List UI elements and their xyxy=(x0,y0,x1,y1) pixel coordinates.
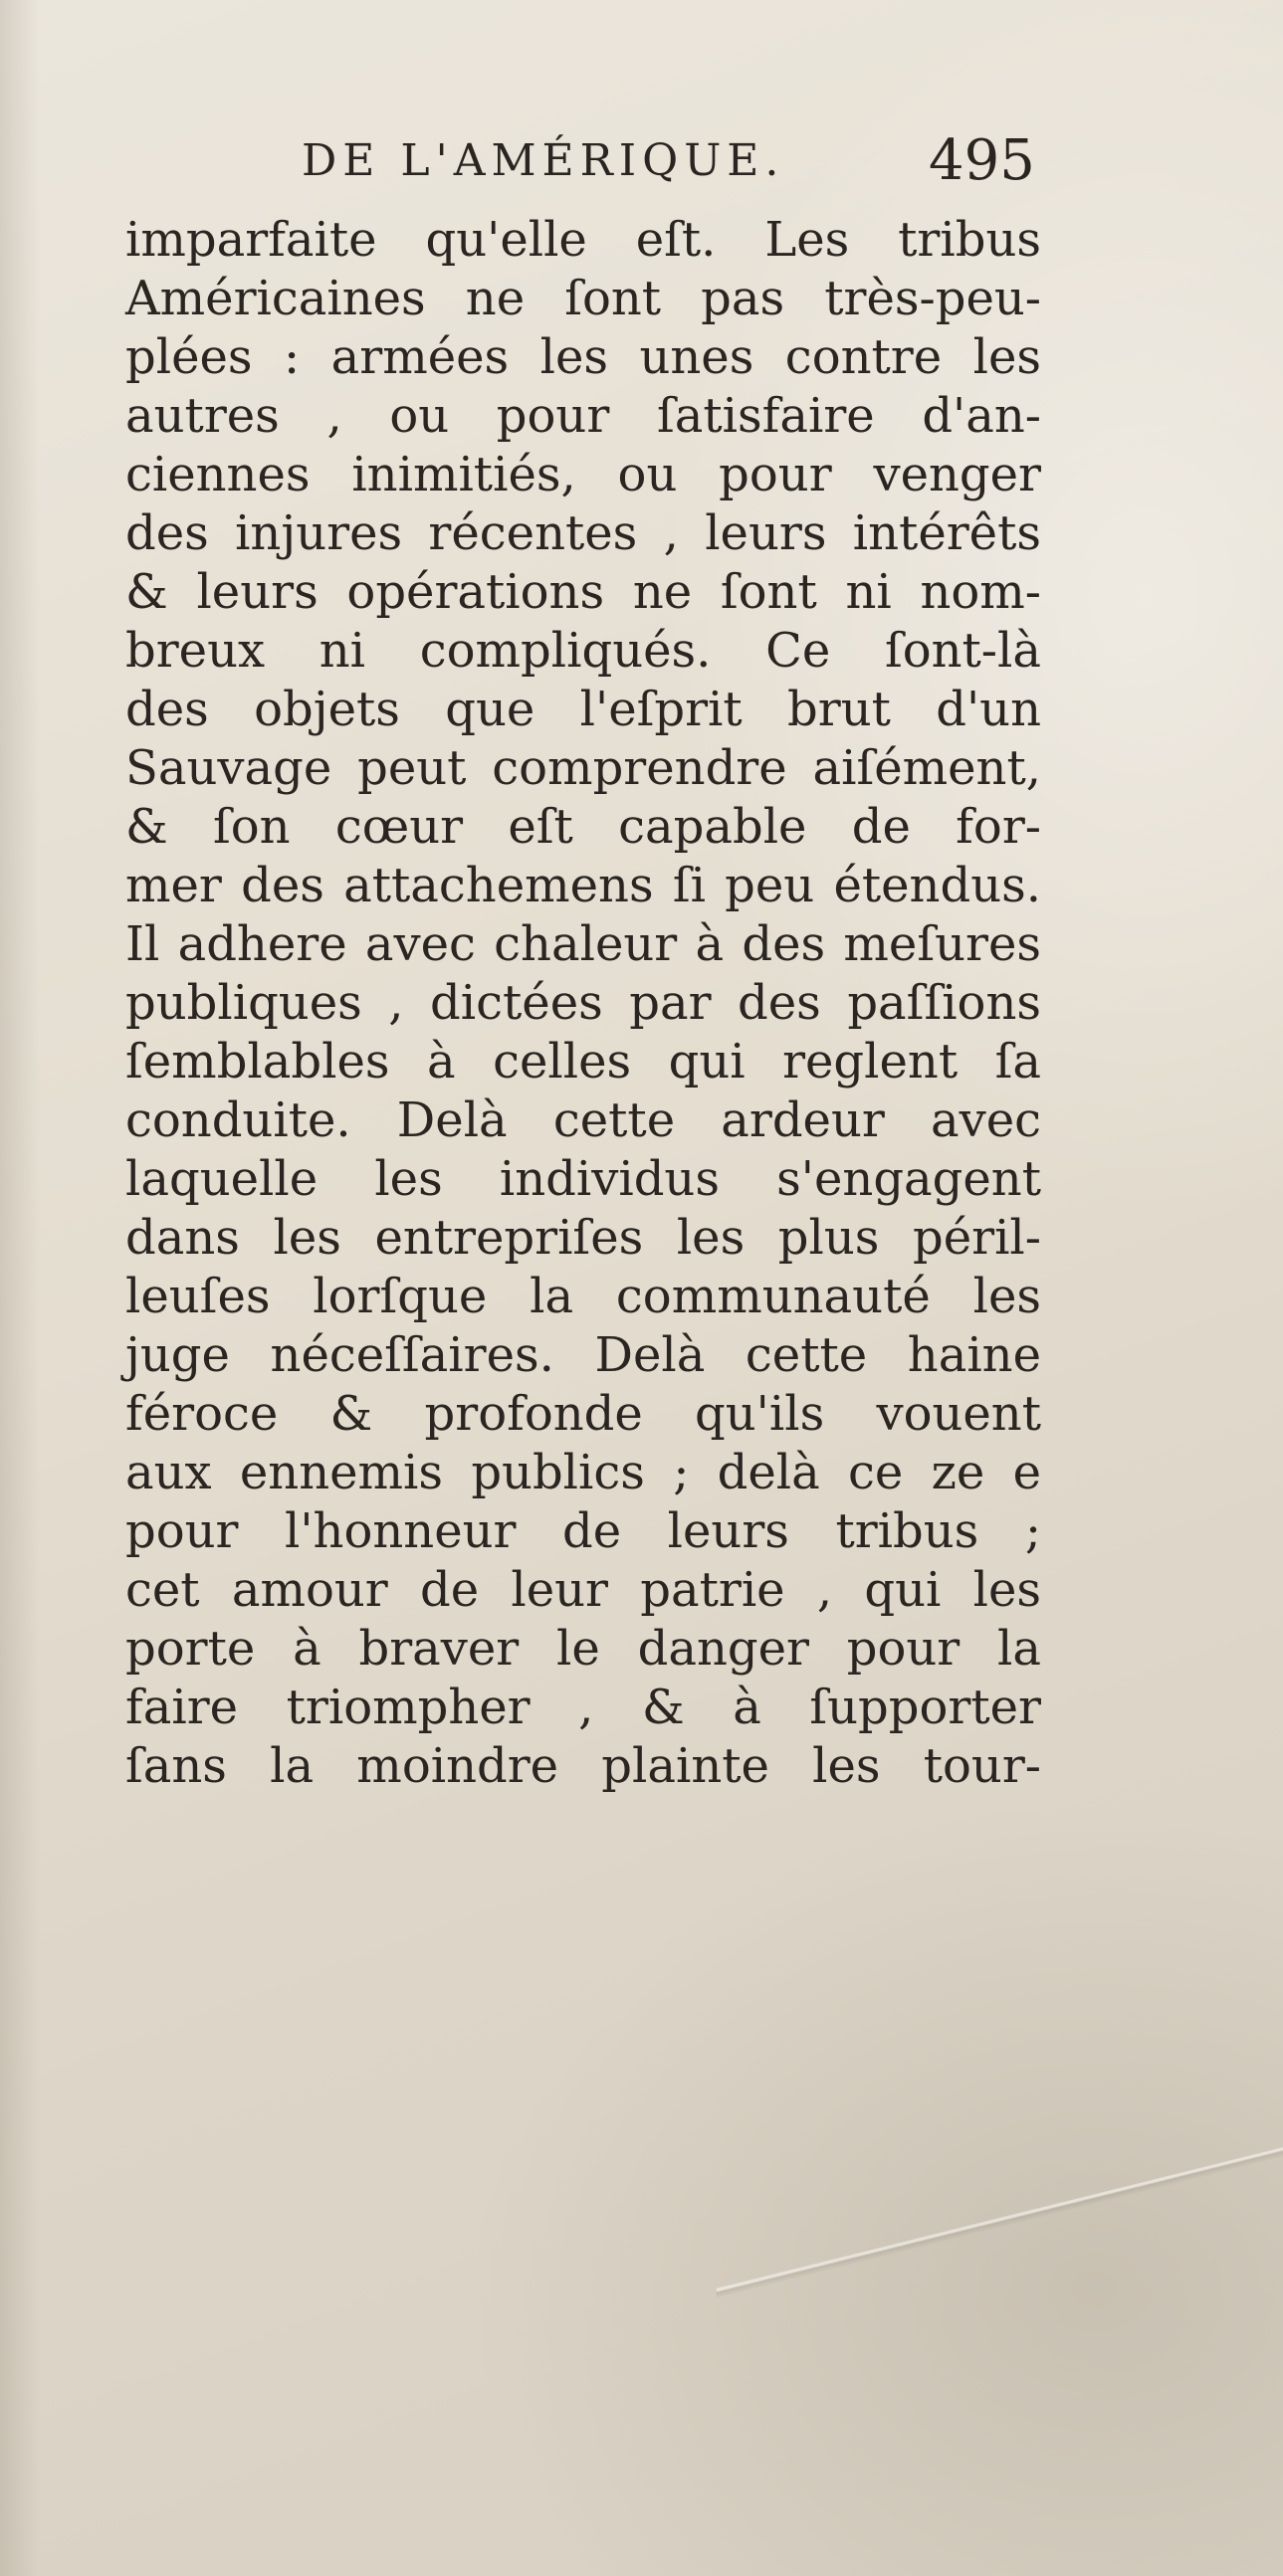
text-line: Américaines ne ſont pas très-peu- xyxy=(125,271,1041,326)
text-line: autres , ou pour ſatisfaire d'an- xyxy=(125,388,1041,444)
text-line: faire triompher , & à ſupporter xyxy=(125,1680,1041,1735)
text-line: féroce & profonde qu'ils vouent xyxy=(125,1386,1041,1442)
text-line: & ſon cœur eſt capable de for- xyxy=(125,799,1041,855)
gutter-shadow xyxy=(0,0,40,2576)
text-line: publiques , dictées par des paſſions xyxy=(125,975,1041,1031)
text-line: imparfaite qu'elle eſt. Les tribus xyxy=(125,212,1041,268)
text-line: des objets que l'eſprit brut d'un xyxy=(125,682,1041,737)
page-number: 495 xyxy=(929,128,1035,193)
text-line: ſans la moindre plainte les tour- xyxy=(125,1738,1041,1794)
text-line: aux ennemis publics ; delà ce ze e xyxy=(125,1445,1041,1500)
text-line: & leurs opérations ne ſont ni nom- xyxy=(125,564,1041,620)
text-line: porte à braver le danger pour la xyxy=(125,1621,1041,1677)
paper-crease xyxy=(717,2139,1283,2291)
running-title: DE L'AMÉRIQUE. xyxy=(302,135,785,186)
text-line: des injures récentes , leurs intérêts xyxy=(125,505,1041,561)
text-line: laquelle les individus s'engagent xyxy=(125,1151,1041,1207)
text-line: ſemblables à celles qui reglent ſa xyxy=(125,1034,1041,1090)
body-text xyxy=(125,211,1041,1796)
text-line: mer des attachemens ſi peu étendus. xyxy=(125,858,1041,913)
text-line: juge néceſſaires. Delà cette haine xyxy=(125,1327,1041,1383)
running-header xyxy=(127,128,1123,193)
text-line: Sauvage peut comprendre aiſément, xyxy=(125,740,1041,796)
text-line: Il adhere avec chaleur à des meſures xyxy=(125,916,1041,972)
text-line: ciennes inimitiés, ou pour venger xyxy=(125,447,1041,502)
text-line: leuſes lorſque la communauté les xyxy=(125,1269,1041,1324)
text-line: plées : armées les unes contre les xyxy=(125,329,1041,385)
text-line: pour l'honneur de leurs tribus ; xyxy=(125,1503,1041,1559)
text-line: breux ni compliqués. Ce ſont-là xyxy=(125,623,1041,679)
text-line: cet amour de leur patrie , qui les xyxy=(125,1562,1041,1618)
text-line: conduite. Delà cette ardeur avec xyxy=(125,1092,1041,1148)
text-line: dans les entrepriſes les plus péril- xyxy=(125,1210,1041,1266)
